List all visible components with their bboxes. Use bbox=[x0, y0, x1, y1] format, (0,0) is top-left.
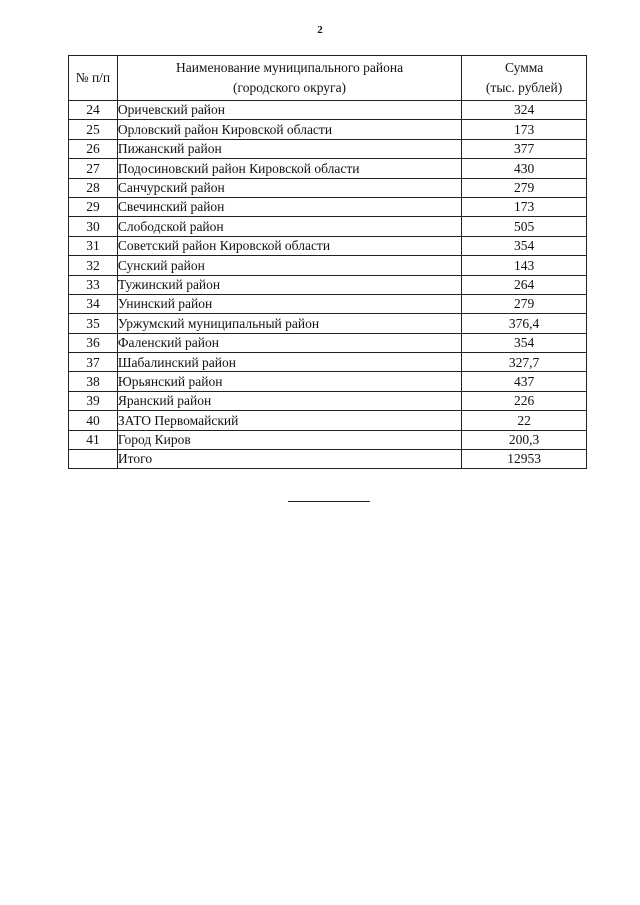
header-sum-line2: (тыс. рублей) bbox=[485, 80, 563, 95]
cell-name: Оричевский район bbox=[117, 101, 461, 120]
table-row bbox=[69, 333, 587, 352]
cell-name: Яранский район bbox=[117, 391, 461, 410]
table-row bbox=[69, 314, 587, 333]
cell-name: Тужинский район bbox=[117, 275, 461, 294]
table-body bbox=[69, 101, 587, 469]
cell-name: Юрьянский район bbox=[117, 372, 461, 391]
cell-num: 39 bbox=[69, 391, 118, 410]
cell-name: Санчурский район bbox=[117, 178, 461, 197]
cell-name: Орловский район Кировской области bbox=[117, 120, 461, 139]
cell-num: 38 bbox=[69, 372, 118, 391]
cell-sum: 279 bbox=[462, 178, 587, 197]
cell-sum: 354 bbox=[462, 333, 587, 352]
districts-table bbox=[68, 55, 587, 469]
cell-num: 41 bbox=[69, 430, 118, 449]
header-name bbox=[117, 56, 461, 101]
cell-num: 37 bbox=[69, 353, 118, 372]
cell-name: Советский район Кировской области bbox=[117, 236, 461, 255]
cell-sum: 505 bbox=[462, 217, 587, 236]
header-num-label: № п/п bbox=[75, 70, 111, 86]
cell-num: 28 bbox=[69, 178, 118, 197]
cell-sum: 264 bbox=[462, 275, 587, 294]
cell-name: Уржумский муниципальный район bbox=[117, 314, 461, 333]
cell-name: Город Киров bbox=[117, 430, 461, 449]
cell-name: Сунский район bbox=[117, 256, 461, 275]
table-row bbox=[69, 411, 587, 430]
total-cell-name: Итого bbox=[117, 450, 461, 469]
table-row bbox=[69, 353, 587, 372]
end-divider-line bbox=[288, 501, 370, 502]
cell-num: 26 bbox=[69, 139, 118, 158]
cell-name: Унинский район bbox=[117, 294, 461, 313]
table-row bbox=[69, 256, 587, 275]
cell-sum: 143 bbox=[462, 256, 587, 275]
cell-num: 25 bbox=[69, 120, 118, 139]
cell-sum: 22 bbox=[462, 411, 587, 430]
cell-sum: 200,3 bbox=[462, 430, 587, 449]
cell-sum: 430 bbox=[462, 159, 587, 178]
cell-num: 29 bbox=[69, 197, 118, 216]
table-row bbox=[69, 120, 587, 139]
cell-num: 24 bbox=[69, 101, 118, 120]
table-row bbox=[69, 178, 587, 197]
cell-num: 34 bbox=[69, 294, 118, 313]
header-sum-line1: Сумма bbox=[504, 60, 544, 76]
table-row bbox=[69, 236, 587, 255]
cell-name: Подосиновский район Кировской области bbox=[117, 159, 461, 178]
cell-sum: 327,7 bbox=[462, 353, 587, 372]
table-row bbox=[69, 294, 587, 313]
table-row bbox=[69, 430, 587, 449]
cell-sum: 226 bbox=[462, 391, 587, 410]
cell-sum: 437 bbox=[462, 372, 587, 391]
total-cell-num bbox=[69, 450, 118, 469]
table-row bbox=[69, 217, 587, 236]
header-name-line2: (городского округа) bbox=[233, 80, 347, 95]
cell-sum: 377 bbox=[462, 139, 587, 158]
table-row bbox=[69, 159, 587, 178]
cell-sum: 279 bbox=[462, 294, 587, 313]
table-row bbox=[69, 391, 587, 410]
cell-name: ЗАТО Первомайский bbox=[117, 411, 461, 430]
table-row bbox=[69, 101, 587, 120]
cell-sum: 173 bbox=[462, 197, 587, 216]
cell-name: Пижанский район bbox=[117, 139, 461, 158]
header-name-line1: Наименование муниципального района bbox=[175, 60, 404, 76]
table-total-row bbox=[69, 450, 587, 469]
cell-sum: 354 bbox=[462, 236, 587, 255]
cell-sum: 173 bbox=[462, 120, 587, 139]
cell-num: 33 bbox=[69, 275, 118, 294]
cell-sum: 324 bbox=[462, 101, 587, 120]
cell-num: 36 bbox=[69, 333, 118, 352]
cell-num: 27 bbox=[69, 159, 118, 178]
table-row bbox=[69, 197, 587, 216]
cell-num: 40 bbox=[69, 411, 118, 430]
cell-sum: 376,4 bbox=[462, 314, 587, 333]
header-sum bbox=[462, 56, 587, 101]
table-row bbox=[69, 139, 587, 158]
table-row bbox=[69, 372, 587, 391]
page-number: 2 bbox=[317, 24, 323, 36]
cell-name: Шабалинский район bbox=[117, 353, 461, 372]
table-header-row bbox=[69, 56, 587, 101]
cell-num: 30 bbox=[69, 217, 118, 236]
cell-name: Слободской район bbox=[117, 217, 461, 236]
cell-name: Свечинский район bbox=[117, 197, 461, 216]
total-cell-sum: 12953 bbox=[462, 450, 587, 469]
header-num bbox=[69, 56, 118, 101]
cell-num: 32 bbox=[69, 256, 118, 275]
cell-num: 35 bbox=[69, 314, 118, 333]
cell-name: Фаленский район bbox=[117, 333, 461, 352]
table-row bbox=[69, 275, 587, 294]
cell-num: 31 bbox=[69, 236, 118, 255]
